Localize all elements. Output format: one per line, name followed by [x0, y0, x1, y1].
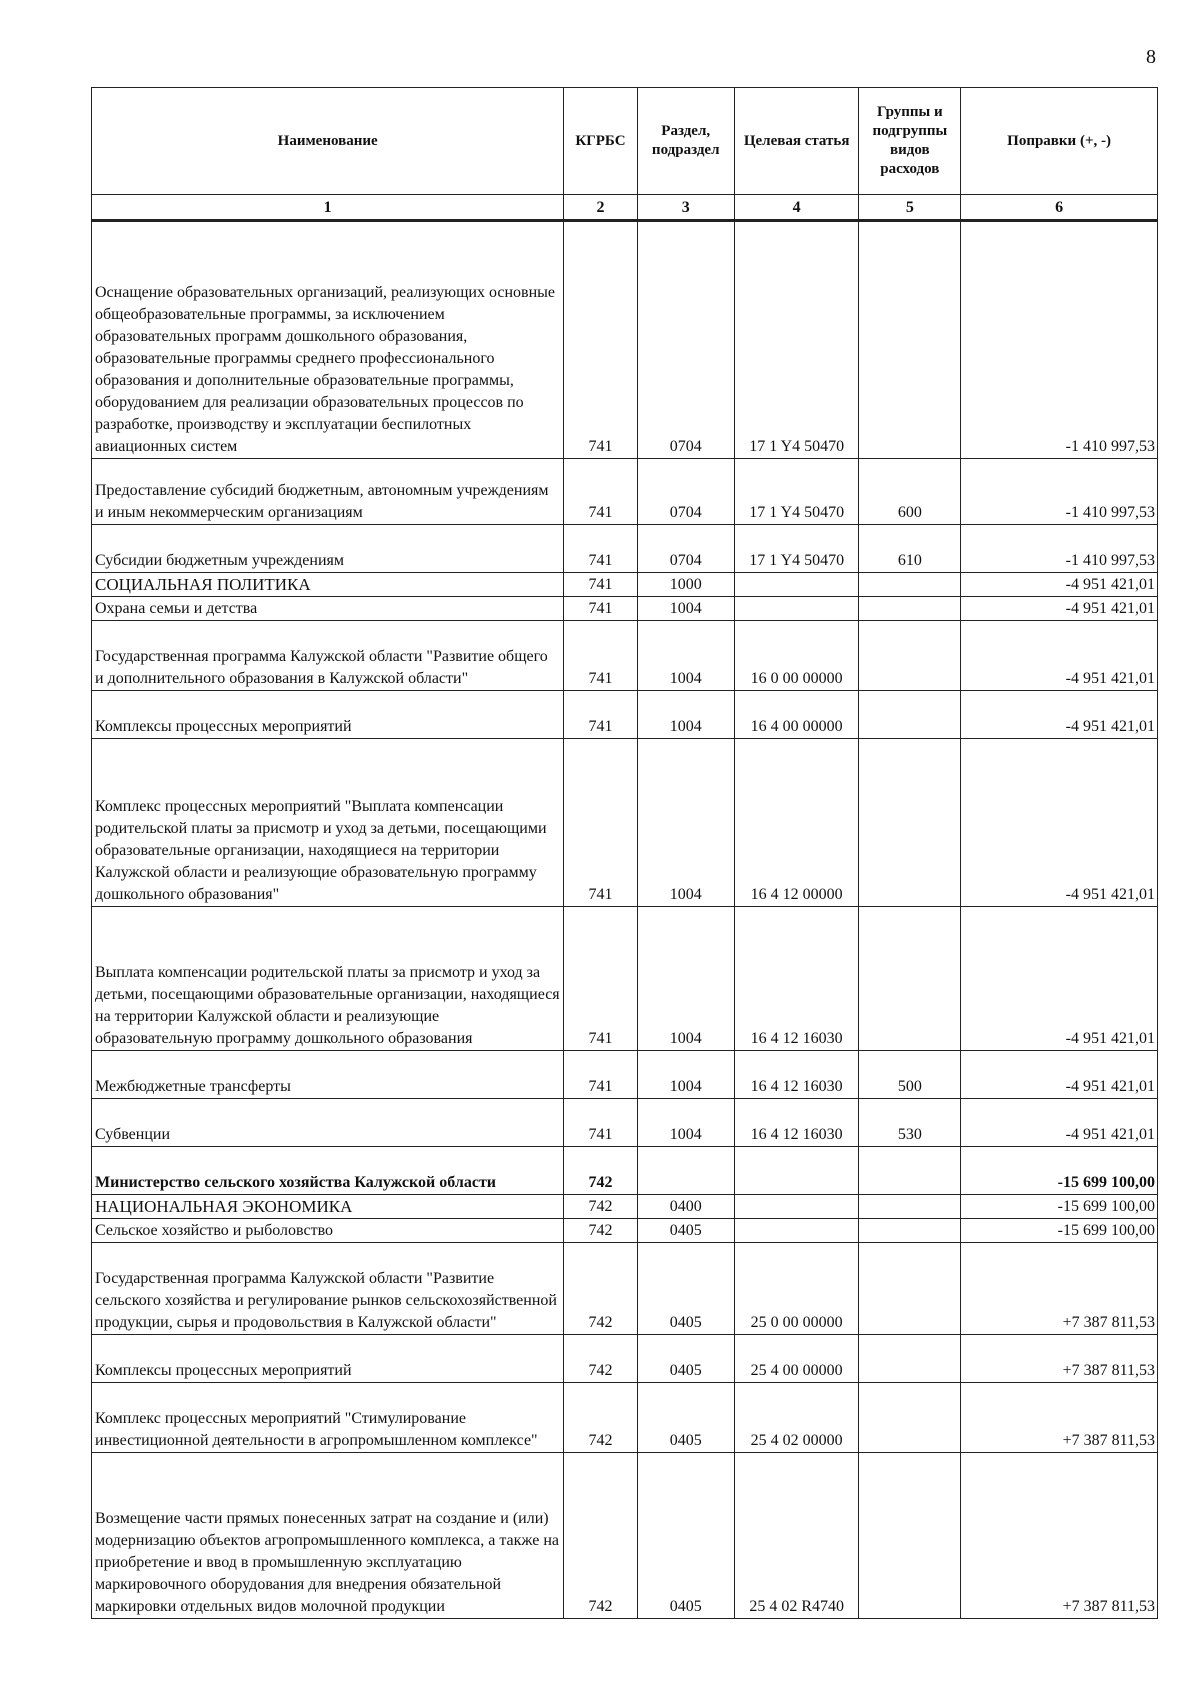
row-kgrbs: 742	[564, 1453, 637, 1619]
row-amount: -4 951 421,01	[961, 621, 1158, 691]
row-target	[734, 1219, 859, 1243]
row-amount: -4 951 421,01	[961, 691, 1158, 739]
row-kgrbs: 741	[564, 691, 637, 739]
row-target: 17 1 Y4 50470	[734, 459, 859, 525]
row-group	[859, 221, 961, 459]
row-section: 1004	[637, 907, 734, 1051]
header-kgrbs: КГРБС	[564, 88, 637, 195]
row-kgrbs: 741	[564, 621, 637, 691]
row-section: 0405	[637, 1383, 734, 1453]
row-name: Государственная программа Калужской области "Развитие сельского хозяйства и регулирование рынков сельскохозяйственной продукции, сырья и продовольствия в Калужской области"	[92, 1243, 564, 1335]
row-name: Предоставление субсидий бюджетным, автономным учреждениям и иным некоммерческим организациям	[92, 459, 564, 525]
row-group	[859, 1453, 961, 1619]
row-amount: -1 410 997,53	[961, 221, 1158, 459]
row-name: СОЦИАЛЬНАЯ ПОЛИТИКА	[92, 573, 564, 597]
row-target: 16 4 12 16030	[734, 907, 859, 1051]
column-number: 6	[961, 195, 1158, 221]
row-target: 16 4 12 00000	[734, 739, 859, 907]
table-row	[92, 573, 1158, 597]
row-amount: -1 410 997,53	[961, 459, 1158, 525]
table-row	[92, 1243, 1158, 1335]
row-amount: +7 387 811,53	[961, 1243, 1158, 1335]
row-amount: +7 387 811,53	[961, 1453, 1158, 1619]
table-row	[92, 621, 1158, 691]
header-amendments: Поправки (+, -)	[961, 88, 1158, 195]
header-target: Целевая статья	[734, 88, 859, 195]
column-number: 2	[564, 195, 637, 221]
row-amount: -4 951 421,01	[961, 1099, 1158, 1147]
row-section: 1004	[637, 1051, 734, 1099]
table-row	[92, 1383, 1158, 1453]
table-row	[92, 1219, 1158, 1243]
row-amount: -1 410 997,53	[961, 525, 1158, 573]
row-amount: -15 699 100,00	[961, 1147, 1158, 1195]
column-number: 1	[92, 195, 564, 221]
budget-amendments-table	[91, 87, 1158, 1619]
row-kgrbs: 742	[564, 1219, 637, 1243]
header-row	[92, 88, 1158, 195]
row-amount: +7 387 811,53	[961, 1383, 1158, 1453]
row-name: Возмещение части прямых понесенных затрат на создание и (или) модернизацию объектов агропромышленного комплекса, а также на приобретение и ввод в промышленную эксплуатацию маркировочного оборудования для внедрения обязательной маркировки отдельных видов молочной продукции	[92, 1453, 564, 1619]
row-target	[734, 597, 859, 621]
row-target: 25 0 00 00000	[734, 1243, 859, 1335]
row-group: 530	[859, 1099, 961, 1147]
table-row	[92, 739, 1158, 907]
row-target: 16 4 12 16030	[734, 1099, 859, 1147]
table-row	[92, 597, 1158, 621]
row-kgrbs: 741	[564, 1099, 637, 1147]
row-name: Выплата компенсации родительской платы за присмотр и уход за детьми, посещающими образовательные организации, находящиеся на территории Калужской области и реализующие образовательную программу дошкольного образования	[92, 907, 564, 1051]
row-target	[734, 1195, 859, 1219]
row-target: 17 1 Y4 50470	[734, 221, 859, 459]
row-name: Комплексы процессных мероприятий	[92, 691, 564, 739]
row-kgrbs: 742	[564, 1243, 637, 1335]
row-kgrbs: 741	[564, 525, 637, 573]
row-amount: -4 951 421,01	[961, 597, 1158, 621]
row-group	[859, 907, 961, 1051]
row-group	[859, 1243, 961, 1335]
row-group: 500	[859, 1051, 961, 1099]
row-name: НАЦИОНАЛЬНАЯ ЭКОНОМИКА	[92, 1195, 564, 1219]
column-number-row	[92, 195, 1158, 221]
row-target: 16 4 12 16030	[734, 1051, 859, 1099]
row-kgrbs: 741	[564, 907, 637, 1051]
row-amount: -4 951 421,01	[961, 907, 1158, 1051]
row-section: 0405	[637, 1335, 734, 1383]
row-section: 1004	[637, 1099, 734, 1147]
row-section: 1004	[637, 691, 734, 739]
table-row	[92, 1195, 1158, 1219]
row-group	[859, 739, 961, 907]
column-number: 3	[637, 195, 734, 221]
row-kgrbs: 741	[564, 573, 637, 597]
row-amount: +7 387 811,53	[961, 1335, 1158, 1383]
header-name: Наименование	[92, 88, 564, 195]
row-group	[859, 1383, 961, 1453]
row-name: Оснащение образовательных организаций, реализующих основные общеобразовательные программы, за исключением образовательных программ дошкольного образования, образовательные программы среднего профессионального образования и дополнительные образовательные программы, оборудованием для реализации образовательных процессов по разработке, производству и эксплуатации беспилотных авиационных систем	[92, 221, 564, 459]
row-kgrbs: 742	[564, 1195, 637, 1219]
column-number: 5	[859, 195, 961, 221]
row-target: 25 4 02 00000	[734, 1383, 859, 1453]
row-group	[859, 1147, 961, 1195]
row-kgrbs: 741	[564, 597, 637, 621]
table-row	[92, 1453, 1158, 1619]
row-kgrbs: 742	[564, 1147, 637, 1195]
row-target: 16 4 00 00000	[734, 691, 859, 739]
row-target: 16 0 00 00000	[734, 621, 859, 691]
row-section: 1004	[637, 597, 734, 621]
table-row	[92, 1147, 1158, 1195]
row-kgrbs: 741	[564, 1051, 637, 1099]
row-kgrbs: 741	[564, 739, 637, 907]
table-row	[92, 1051, 1158, 1099]
row-amount: -15 699 100,00	[961, 1219, 1158, 1243]
row-section: 0704	[637, 525, 734, 573]
row-group	[859, 691, 961, 739]
row-group	[859, 573, 961, 597]
table-row	[92, 1099, 1158, 1147]
row-section: 0405	[637, 1219, 734, 1243]
row-section: 0704	[637, 221, 734, 459]
row-group: 600	[859, 459, 961, 525]
row-amount: -4 951 421,01	[961, 1051, 1158, 1099]
table-row	[92, 221, 1158, 459]
row-group: 610	[859, 525, 961, 573]
row-section: 0405	[637, 1243, 734, 1335]
row-kgrbs: 742	[564, 1335, 637, 1383]
table-row	[92, 691, 1158, 739]
row-name: Комплекс процессных мероприятий "Выплата компенсации родительской платы за присмотр и уход за детьми, посещающими образовательные организации, находящиеся на территории Калужской области и реализующие образовательную программу дошкольного образования"	[92, 739, 564, 907]
row-amount: -4 951 421,01	[961, 739, 1158, 907]
row-name: Комплекс процессных мероприятий "Стимулирование инвестиционной деятельности в агропромышленном комплексе"	[92, 1383, 564, 1453]
row-target: 25 4 02 R4740	[734, 1453, 859, 1619]
table-row	[92, 525, 1158, 573]
page-number: 8	[1146, 46, 1156, 68]
row-target	[734, 1147, 859, 1195]
row-section: 1004	[637, 739, 734, 907]
row-name: Комплексы процессных мероприятий	[92, 1335, 564, 1383]
row-group	[859, 621, 961, 691]
table-row	[92, 459, 1158, 525]
row-group	[859, 1219, 961, 1243]
row-amount: -4 951 421,01	[961, 573, 1158, 597]
table-row	[92, 907, 1158, 1051]
table-row	[92, 1335, 1158, 1383]
row-target	[734, 573, 859, 597]
row-name: Межбюджетные трансферты	[92, 1051, 564, 1099]
row-section: 1000	[637, 573, 734, 597]
row-section: 0400	[637, 1195, 734, 1219]
row-group	[859, 1335, 961, 1383]
row-name: Субвенции	[92, 1099, 564, 1147]
row-section: 1004	[637, 621, 734, 691]
row-amount: -15 699 100,00	[961, 1195, 1158, 1219]
header-groups: Группы и подгруппы видов расходов	[859, 88, 961, 195]
row-kgrbs: 741	[564, 221, 637, 459]
row-section	[637, 1147, 734, 1195]
row-kgrbs: 742	[564, 1383, 637, 1453]
row-name: Министерство сельского хозяйства Калужской области	[92, 1147, 564, 1195]
row-target: 17 1 Y4 50470	[734, 525, 859, 573]
row-name: Охрана семьи и детства	[92, 597, 564, 621]
row-target: 25 4 00 00000	[734, 1335, 859, 1383]
row-name: Государственная программа Калужской области "Развитие общего и дополнительного образования в Калужской области"	[92, 621, 564, 691]
row-kgrbs: 741	[564, 459, 637, 525]
row-group	[859, 597, 961, 621]
column-number: 4	[734, 195, 859, 221]
row-section: 0704	[637, 459, 734, 525]
row-name: Субсидии бюджетным учреждениям	[92, 525, 564, 573]
row-name: Сельское хозяйство и рыболовство	[92, 1219, 564, 1243]
row-section: 0405	[637, 1453, 734, 1619]
row-group	[859, 1195, 961, 1219]
header-section: Раздел, подраздел	[637, 88, 734, 195]
